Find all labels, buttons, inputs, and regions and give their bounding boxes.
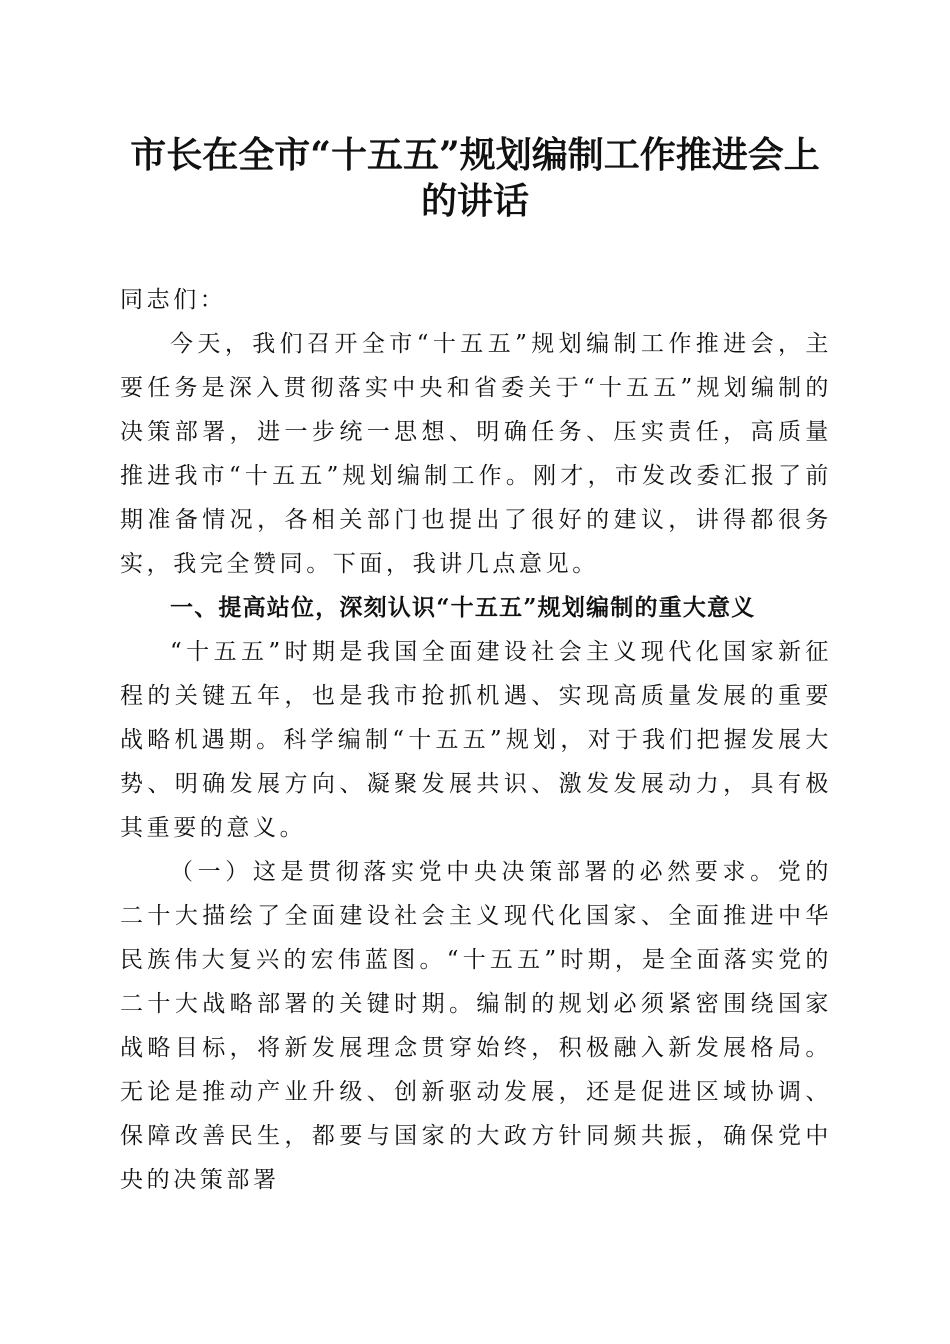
- paragraph-intro: [120, 322, 832, 586]
- section-heading-1: [120, 586, 832, 630]
- paragraph-subpoint-1-text: （一）这是贯彻落实党中央决策部署的必然要求。党的二十大描绘了全面建设社会主义现代化国家、全面推进中华民族伟大复兴的宏伟蓝图。“十五五”时期，是全面落实党的二十大战略部署的关键时期。编制的规划必须紧密围绕国家战略目标，将新发展理念贯穿始终，积极融入新发展格局。无论是推动产业升级、创新驱动发展，还是促进区域协调、保障改善民生，都要与国家的大政方针同频共振，确保党中央的决策部署: [120, 859, 832, 1193]
- salutation-text: 同志们：: [120, 287, 227, 313]
- paragraph-significance-text: “十五五”时期是我国全面建设社会主义现代化国家新征程的关键五年，也是我市抢抓机遇、实现高质量发展的重要战略机遇期。科学编制“十五五”规划，对于我们把握发展大势、明确发展方向、凝聚发展共识、激发发展动力，具有极其重要的意义。: [120, 639, 832, 841]
- salutation: [120, 278, 832, 322]
- title-line-2: 的讲话: [420, 180, 529, 222]
- title-line-1: 市长在全市“十五五”规划编制工作推进会上: [130, 134, 820, 176]
- paragraph-significance: [120, 630, 832, 850]
- paragraph-intro-text: 今天，我们召开全市“十五五”规划编制工作推进会，主要任务是深入贯彻落实中央和省委关于“十五五”规划编制的决策部署，进一步统一思想、明确任务、压实责任，高质量推进我市“十五五”规划编制工作。刚才，市发改委汇报了前期准备情况，各相关部门也提出了很好的建议，讲得都很务实，我完全赞同。下面，我讲几点意见。: [120, 331, 832, 577]
- paragraph-subpoint-1: [120, 850, 832, 1202]
- document-title: [100, 132, 850, 224]
- section-heading-1-text: 一、提高站位，深刻认识“十五五”规划编制的重大意义: [170, 594, 756, 621]
